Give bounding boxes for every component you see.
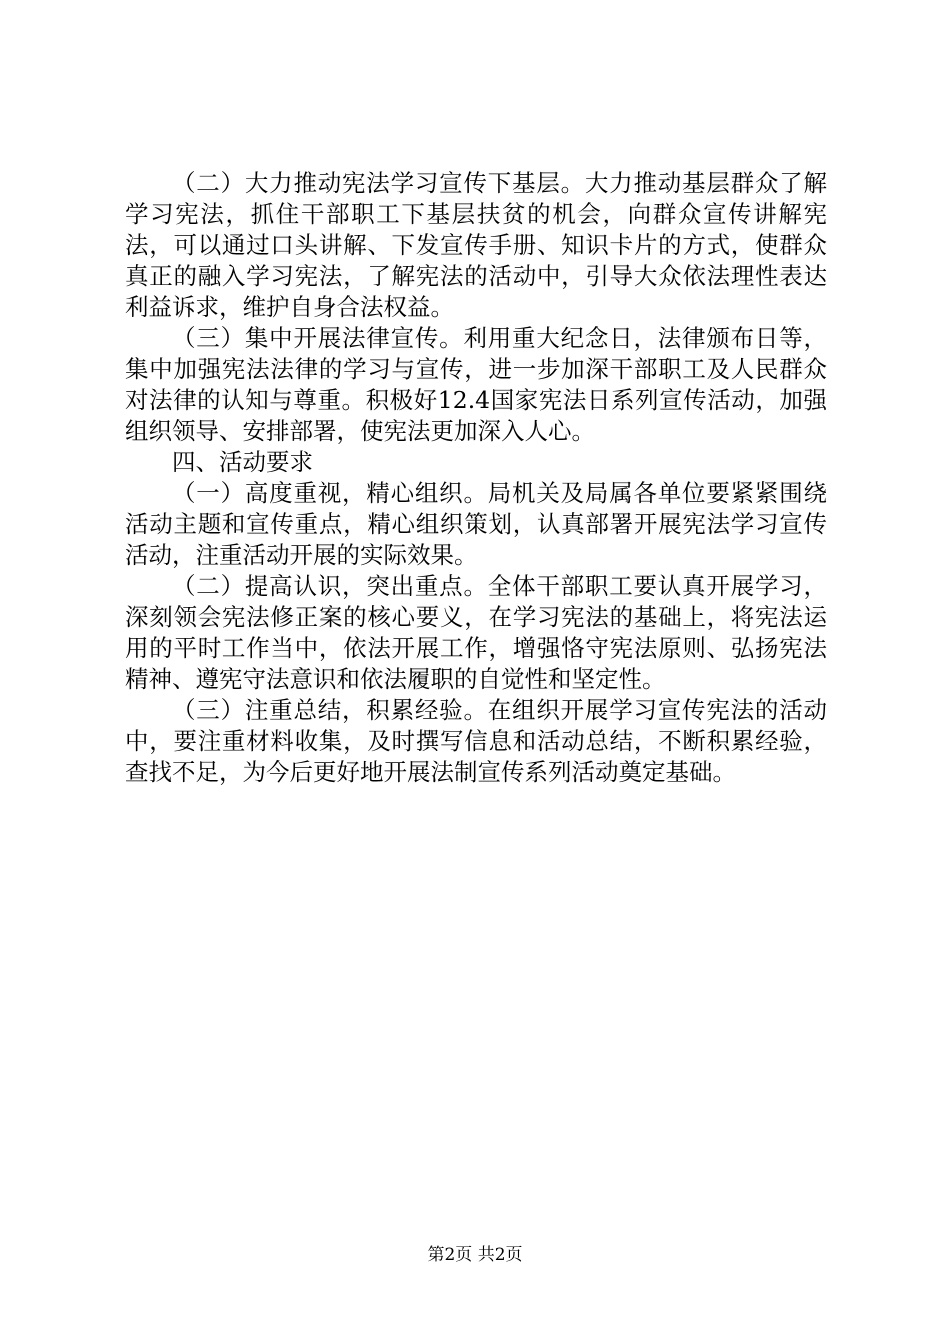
page-footer: [0, 1244, 950, 1266]
paragraph-summarize-experience: （三）注重总结，积累经验。在组织开展学习宣传宪法的活动中，要注重材料收集，及时撰写信息和活动总结，不断积累经验，查找不足，为今后更好地开展法制宣传系列活动奠定基础。: [125, 696, 827, 786]
paragraph-promote-grassroots: （二）大力推动宪法学习宣传下基层。大力推动基层群众了解学习宪法，抓住干部职工下基层扶贫的机会，向群众宣传讲解宪法，可以通过口头讲解、下发宣传手册、知识卡片的方式，使群众真正的融入学习宪法，了解宪法的活动中，引导大众依法理性表达利益诉求，维护自身合法权益。: [125, 169, 827, 321]
document-body: [125, 168, 827, 788]
paragraph-legal-publicity: （三）集中开展法律宣传。利用重大纪念日，法律颁布日等，集中加强宪法法律的学习与宣传，进一步加深干部职工及人民群众对法律的认知与尊重。积极好12.4国家宪法日系列宣传活动，加强组织领导、安排部署，使宪法更加深入人心。: [125, 324, 827, 445]
paragraph-raise-awareness: （二）提高认识，突出重点。全体干部职工要认真开展学习，深刻领会宪法修正案的核心要义，在学习宪法的基础上，将宪法运用的平时工作当中，依法开展工作，增强恪守宪法原则、弘扬宪法精神、遵宪守法意识和依法履职的自觉性和坚定性。: [125, 572, 827, 693]
section-heading-requirements: 四、活动要求: [172, 448, 313, 476]
paragraph-attach-importance: （一）高度重视，精心组织。局机关及局属各单位要紧紧围绕活动主题和宣传重点，精心组织策划，认真部署开展宪法学习宣传活动，注重活动开展的实际效果。: [125, 479, 827, 569]
page-number: 第2页 共2页: [427, 1245, 523, 1265]
